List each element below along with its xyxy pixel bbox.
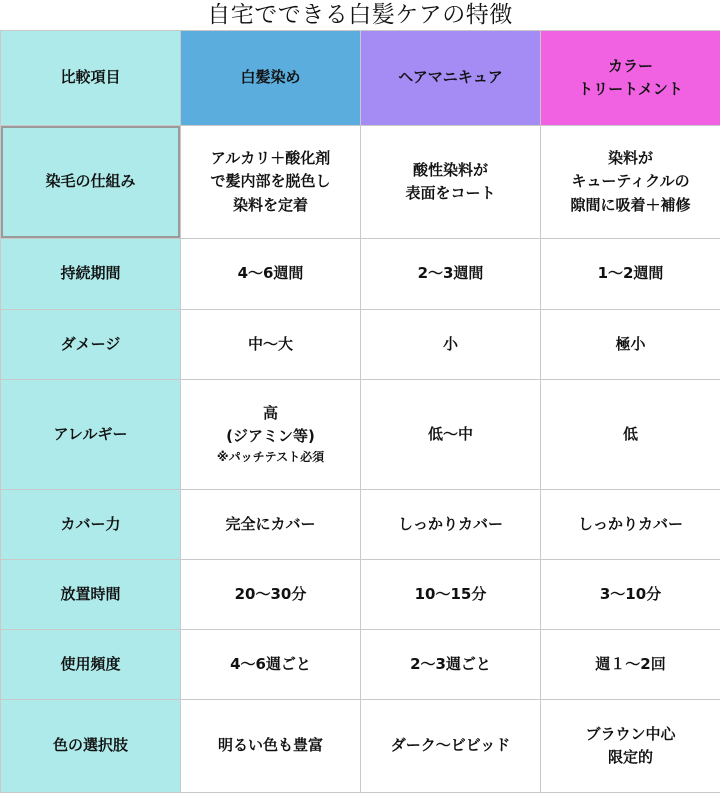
column-header-color-treatment: カラー トリートメント <box>541 31 720 126</box>
table-cell: 2〜3週ごと <box>361 630 541 700</box>
row-label: 染毛の仕組み <box>1 126 181 239</box>
row-label: カバー力 <box>1 490 181 560</box>
cell-text: 高 (ジアミン等) <box>226 403 315 445</box>
table-cell: しっかりカバー <box>361 490 541 560</box>
table-row <box>1 490 720 560</box>
cell-note: ※パッチテスト必須 <box>216 450 325 465</box>
row-label: アレルギー <box>1 380 181 490</box>
table-cell: 低〜中 <box>361 380 541 490</box>
table-row <box>1 560 720 630</box>
row-label: ダメージ <box>1 310 181 380</box>
table-row <box>1 310 720 380</box>
column-header-hair-dye: 白髪染め <box>181 31 361 126</box>
table-cell: しっかりカバー <box>541 490 720 560</box>
table-cell: 酸性染料が 表面をコート <box>361 126 541 239</box>
comparison-table <box>0 30 720 793</box>
row-label: 色の選択肢 <box>1 700 181 793</box>
table-cell: 染料が キューティクルの 隙間に吸着＋補修 <box>541 126 720 239</box>
table-cell: 4〜6週間 <box>181 239 361 310</box>
table-row <box>1 630 720 700</box>
table-cell: 10〜15分 <box>361 560 541 630</box>
row-label: 放置時間 <box>1 560 181 630</box>
table-cell: 4〜6週ごと <box>181 630 361 700</box>
page-title: 自宅でできる白髪ケアの特徴 <box>207 2 513 28</box>
table-cell: 完全にカバー <box>181 490 361 560</box>
row-label: 使用頻度 <box>1 630 181 700</box>
table-cell: アルカリ＋酸化剤 で髪内部を脱色し 染料を定着 <box>181 126 361 239</box>
table-cell: 中〜大 <box>181 310 361 380</box>
table-cell: 3〜10分 <box>541 560 720 630</box>
table-cell: 極小 <box>541 310 720 380</box>
table-cell: 週１〜2回 <box>541 630 720 700</box>
table-cell: 小 <box>361 310 541 380</box>
table-row <box>1 700 720 793</box>
table-cell: ダーク〜ビビッド <box>361 700 541 793</box>
column-header-hair-manicure: ヘアマニキュア <box>361 31 541 126</box>
table-cell: 低 <box>541 380 720 490</box>
table-cell: 20〜30分 <box>181 560 361 630</box>
row-label: 持続期間 <box>1 239 181 310</box>
table-cell: 1〜2週間 <box>541 239 720 310</box>
table-row <box>1 239 720 310</box>
table-cell <box>181 380 361 490</box>
table-cell: ブラウン中心 限定的 <box>541 700 720 793</box>
table-cell: 2〜3週間 <box>361 239 541 310</box>
table-row <box>1 126 720 239</box>
table-cell: 明るい色も豊富 <box>181 700 361 793</box>
header-row <box>1 31 720 126</box>
table-row <box>1 380 720 490</box>
header-corner: 比較項目 <box>1 31 181 126</box>
